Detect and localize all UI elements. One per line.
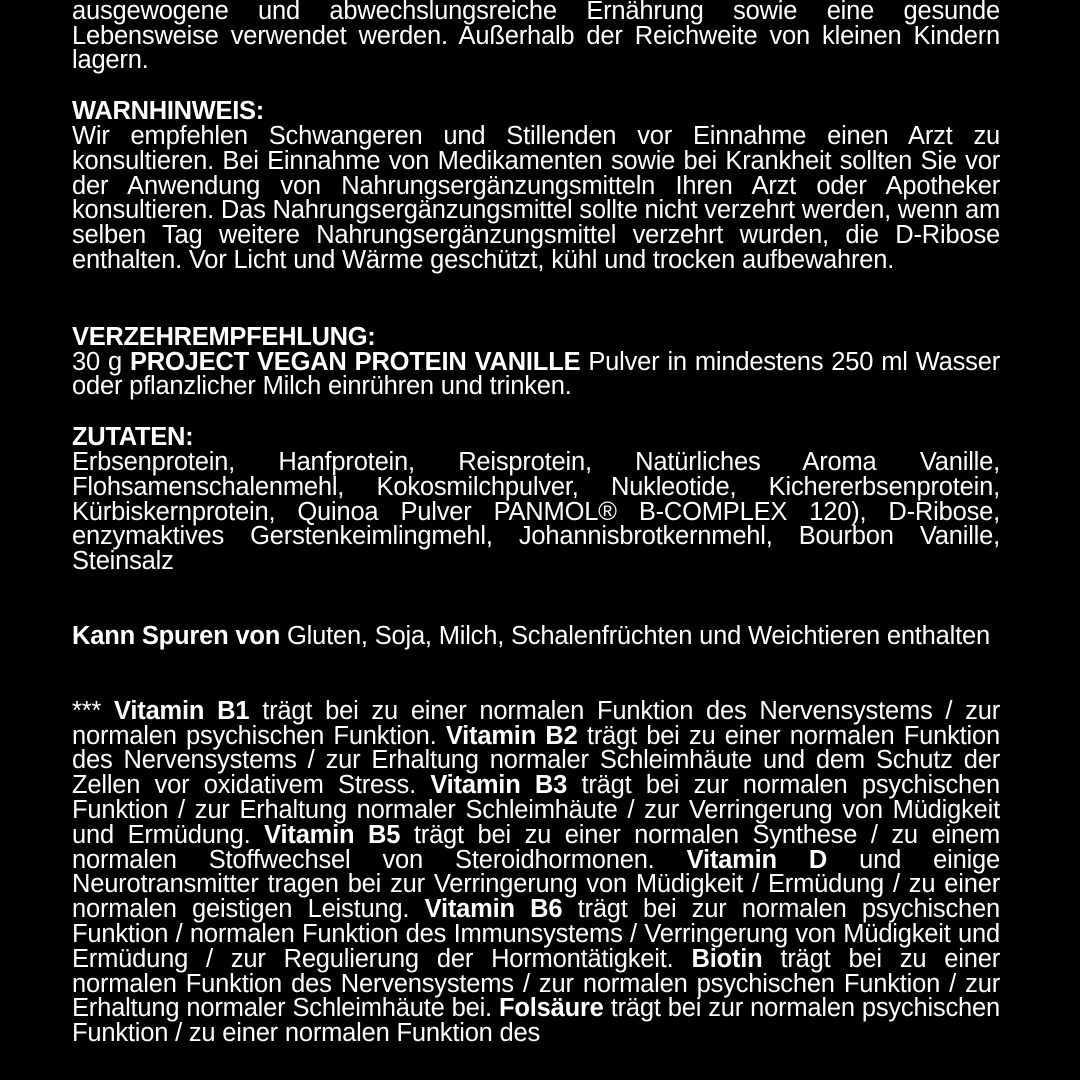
vitamin-b6-name: Vitamin B6 [424,895,563,924]
folic-acid-text: trägt bei zur normalen psychischen Funktion / zu einer normalen Funktion des [72,994,1000,1048]
recommendation-suffix: Pulver in mindestens 250 ml Wasser oder pflanzlicher Milch einrühren und trinken. [72,347,1000,401]
folic-acid-name: Folsäure [498,994,604,1023]
vitamin-b6-text: trägt bei zur normalen psychischen Funktion / normalen Funktion des Immunsystems / Verringerung von Müdigkeit und Ermüdung / zur Regulierung der Hormontätigkeit. [72,895,1000,973]
recommendation-paragraph [72,347,1000,401]
vitamin-b3-text: trägt bei zur normalen psychischen Funktion / zur Erhaltung normaler Schleimhäute / zur Verringerung von Müdigkeit und Ermüdung. [72,771,1000,849]
biotin-text: trägt bei zu einer normalen Funktion des Nervensystems / zur normalen psychischen Funktion / zur Erhaltung normaler Schleimhäute bei. [72,944,1000,1023]
intro-paragraph: ausgewogene und abwechslungsreiche Ernährung sowie eine gesunde Lebensweise verwendet werden. Außerhalb der Reichweite von kleinen Kindern lagern. [72,0,1000,75]
vitamin-b5-name: Vitamin B5 [264,820,401,849]
vitamin-d-name: Vitamin D [686,845,828,874]
traces-text: Gluten, Soja, Milch, Schalenfrüchten und Weichtieren enthalten [280,621,990,650]
spacer [72,649,1000,699]
warning-paragraph: Wir empfehlen Schwangeren und Stillenden vor Einnahme einen Arzt zu konsultieren. Bei Einnahme von Medikamenten sowie bei Krankheit sollten Sie vor der Anwendung von Nahrungsergänzungsmitteln Ihren Arzt oder Apotheker konsultieren. Das Nahrungsergänzungsmittel sollte nicht verzehrt werden, wenn am selben Tag weitere Nahrungsergänzungsmittel verzehrt wurden, die D-Ribose enthalten. Vor Licht und Wärme geschützt, kühl und trocken aufbewahren. [72,121,1000,274]
vitamin-b2-name: Vitamin B2 [445,721,578,750]
spacer [72,574,1000,624]
label-text-page [72,0,1000,1046]
vitamin-b5-text: trägt bei zu einer normalen Synthese / zu einem normalen Stoffwechsel von Steroidhormonen. [72,820,1000,874]
vitamin-b3-name: Vitamin B3 [430,771,568,800]
spacer [72,399,1000,425]
biotin-name: Biotin [691,944,763,973]
vitamin-b1-text: trägt bei zu einer normalen Funktion des Nervensystems / zur normalen psychischen Funktion. [72,696,1000,750]
vitamin-b2-text: trägt bei zu einer normalen Funktion des Nervensystems / zur Erhaltung normaler Schleimhäute und dem Schutz der Zellen vor oxidativem Stress. [72,721,1000,800]
ingredients-paragraph: Erbsenprotein, Hanfprotein, Reisprotein, Natürliches Aroma Vanille, Flohsamenschalenmehl, Kokosmilchpulver, Nukleotide, Kichererbsenprotein, Kürbiskernprotein, Quinoa Pulver PANMOL® B-COMPLEX 120), D-Ribose, enzymaktives Gerstenkeimlingmehl, Johannisbrotkernmehl, Bourbon Vanille, Steinsalz [72,447,1000,576]
vitamin-b1-name: Vitamin B1 [114,696,250,725]
traces-bold: Kann Spuren von [72,621,281,650]
spacer [72,73,1000,99]
spacer [72,273,1000,325]
vitamins-paragraph [72,696,1000,1048]
vitamins-stars: *** [72,696,115,725]
vitamin-d-text: und einige Neurotransmitter tragen bei zur Verringerung von Müdigkeit / Ermüdung / zu einer normalen geistigen Leistung. [72,845,1000,924]
recommendation-prefix: 30 g [72,347,130,376]
traces-paragraph [72,621,1000,650]
product-name: PROJECT VEGAN PROTEIN VANILLE [129,347,581,376]
ingredients-heading: ZUTATEN: [72,423,194,452]
recommendation-heading: VERZEHREMPFEHLUNG: [72,322,376,351]
warning-heading: WARNHINWEIS: [72,97,264,126]
